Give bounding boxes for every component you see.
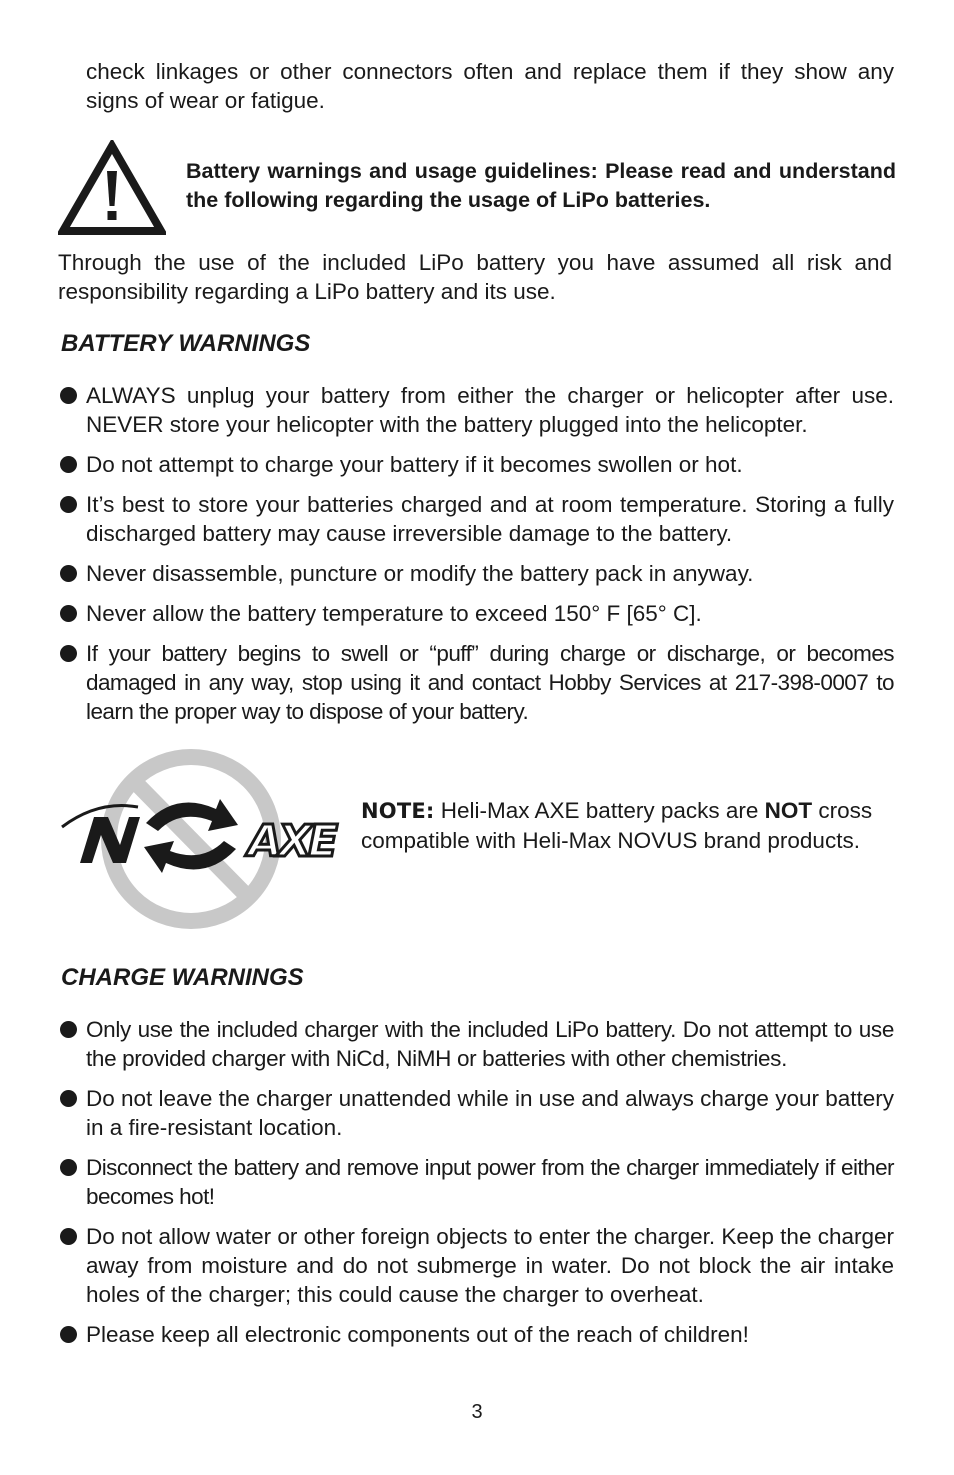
bullet-icon	[60, 1326, 77, 1343]
bullet-icon	[60, 1228, 77, 1245]
right-logo-text: AXE	[248, 816, 335, 867]
list-item	[58, 1222, 894, 1309]
note-emphasis: NOT	[764, 798, 813, 823]
list-item	[58, 1153, 894, 1211]
compatibility-graphic	[58, 745, 348, 935]
battery-warnings-list	[58, 381, 894, 737]
list-item-text: ALWAYS unplug your battery from either the charger or helicopter after use. NEVER store your helicopter with the battery plugged into the helicopter.	[86, 383, 894, 437]
list-item	[58, 450, 894, 479]
risk-statement: Through the use of the included LiPo battery you have assumed all risk and responsibility regarding a LiPo battery and its use.	[58, 250, 892, 304]
note-label: NOTE:	[361, 799, 435, 823]
novus-logo	[58, 745, 140, 863]
note-text-after: cross compatible with Heli-Max NOVUS brand products.	[361, 798, 873, 853]
list-item-text: Please keep all electronic components out of the reach of children!	[86, 1322, 749, 1347]
list-item-text: Only use the included charger with the included LiPo battery. Do not attempt to use the provided charger with NiCd, NiMH or batteries with other chemistries.	[86, 1017, 894, 1071]
bullet-icon	[60, 456, 77, 473]
bullet-icon	[60, 496, 77, 513]
list-item	[58, 1320, 894, 1349]
list-item-text: Do not attempt to charge your battery if it becomes swollen or hot.	[86, 452, 743, 477]
compatibility-note	[361, 796, 901, 855]
list-item	[58, 639, 894, 726]
bullet-icon	[60, 1159, 77, 1176]
charge-warnings-heading: CHARGE WARNINGS	[61, 964, 304, 991]
bullet-icon	[60, 1090, 77, 1107]
page-number: 3	[471, 1401, 483, 1423]
list-item	[58, 1015, 894, 1073]
bullet-icon	[60, 645, 77, 662]
list-item	[58, 599, 894, 628]
warning-triangle-icon	[58, 140, 166, 236]
list-item-text: Do not allow water or other foreign objects to enter the charger. Keep the charger away from moisture and do not submerge in water. Do not block the air intake holes of the charger; this could cause the charger to overheat.	[86, 1224, 894, 1307]
list-item-text: It’s best to store your batteries charged and at room temperature. Storing a fully discharged battery may cause irreversible damage to the battery.	[86, 492, 894, 546]
battery-warnings-heading: BATTERY WARNINGS	[61, 330, 311, 357]
bullet-icon	[60, 605, 77, 622]
bullet-icon	[60, 1021, 77, 1038]
list-item-text: Do not leave the charger unattended while in use and always charge your battery in a fire-resistant location.	[86, 1086, 895, 1140]
bullet-icon	[60, 565, 77, 582]
list-item	[58, 1084, 894, 1142]
list-item-text: Never disassemble, puncture or modify the battery pack in anyway.	[86, 561, 754, 586]
charge-warnings-list	[58, 1015, 894, 1360]
battery-warning-heading: Battery warnings and usage guidelines: Please read and understand the following regarding the usage of LiPo batteries.	[186, 159, 896, 212]
intro-paragraph: check linkages or other connectors often and replace them if they show any signs of wear or fatigue.	[86, 59, 894, 113]
list-item-text: Never allow the battery temperature to exceed 150° F [65° C].	[86, 601, 702, 626]
list-item-text: Disconnect the battery and remove input power from the charger immediately if either becomes hot!	[86, 1155, 894, 1209]
note-text-before: Heli-Max AXE battery packs are	[434, 798, 765, 823]
list-item-text: If your battery begins to swell or “puff” during charge or discharge, or becomes damaged in any way, stop using it and contact Hobby Services at 217-398-0007 to learn the proper way to dispose of your battery.	[86, 641, 894, 724]
axe-logo	[245, 816, 338, 867]
list-item	[58, 559, 894, 588]
list-item	[58, 381, 894, 439]
bullet-icon	[60, 387, 77, 404]
list-item	[58, 490, 894, 548]
